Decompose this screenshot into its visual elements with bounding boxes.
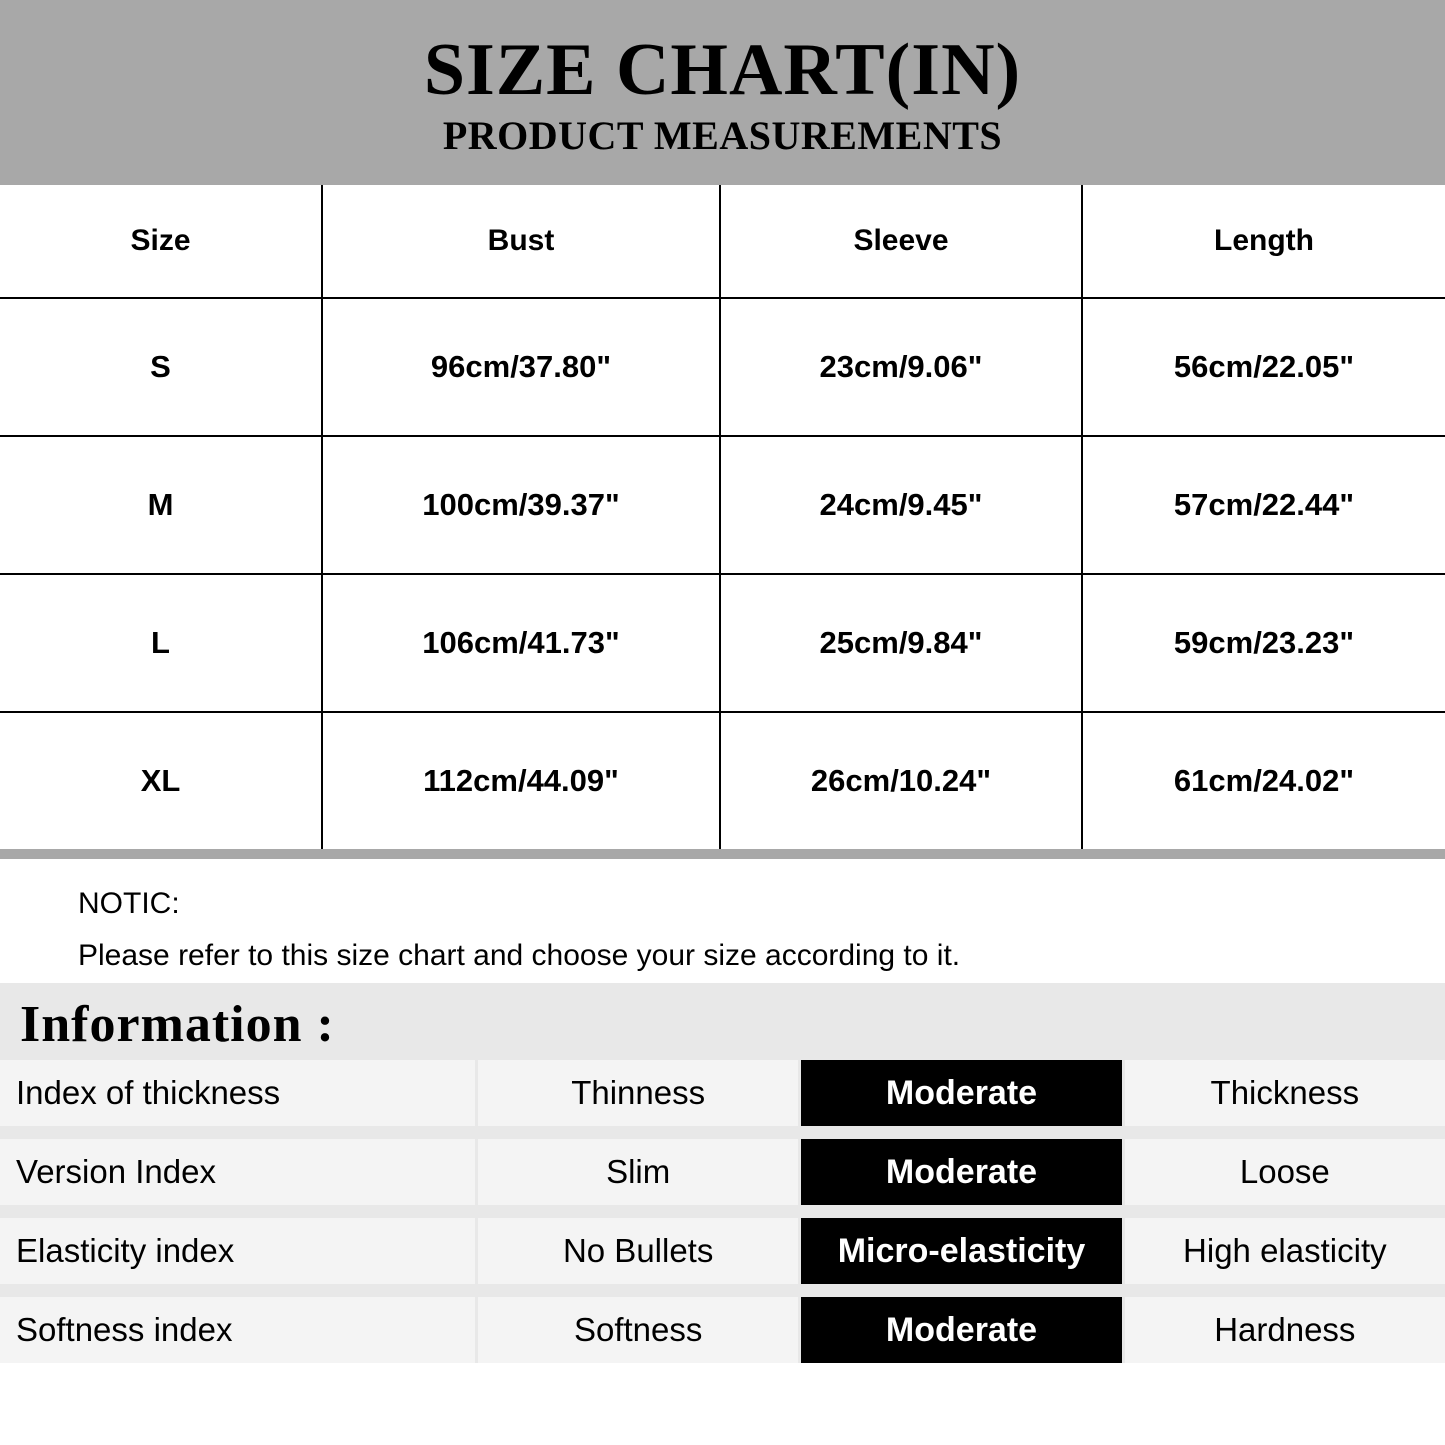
cell-bust: 106cm/41.73" <box>322 574 720 712</box>
cell-length: 57cm/22.44" <box>1082 436 1445 574</box>
cell-sleeve: 24cm/9.45" <box>720 436 1082 574</box>
table-row <box>0 574 1445 712</box>
info-option-hardness[interactable]: Hardness <box>1125 1297 1445 1363</box>
info-option-high-elasticity[interactable]: High elasticity <box>1125 1218 1445 1284</box>
cell-size: M <box>0 436 322 574</box>
header-banner <box>0 0 1445 185</box>
cell-size: L <box>0 574 322 712</box>
page-subtitle: PRODUCT MEASUREMENTS <box>442 112 1003 158</box>
cell-bust: 112cm/44.09" <box>322 712 720 849</box>
info-option-moderate-softness[interactable]: Moderate <box>801 1297 1124 1363</box>
cell-size: XL <box>0 712 322 849</box>
cell-sleeve: 25cm/9.84" <box>720 574 1082 712</box>
info-row-version <box>0 1139 1445 1205</box>
info-row-softness <box>0 1297 1445 1363</box>
info-label-thickness: Index of thickness <box>0 1060 478 1126</box>
section-divider <box>0 849 1445 859</box>
info-row-thickness <box>0 1060 1445 1126</box>
table-row <box>0 712 1445 849</box>
info-option-micro-elasticity[interactable]: Micro-elasticity <box>801 1218 1124 1284</box>
info-option-softness[interactable]: Softness <box>478 1297 801 1363</box>
notice-text: Please refer to this size chart and choose your size according to it. <box>78 939 961 972</box>
cell-length: 61cm/24.02" <box>1082 712 1445 849</box>
info-option-moderate-thickness[interactable]: Moderate <box>801 1060 1124 1126</box>
table-row <box>0 436 1445 574</box>
info-option-no-bullets[interactable]: No Bullets <box>478 1218 801 1284</box>
column-header-sleeve: Sleeve <box>720 185 1082 298</box>
info-label-elasticity: Elasticity index <box>0 1218 478 1284</box>
information-section <box>0 983 1445 1363</box>
column-header-bust: Bust <box>322 185 720 298</box>
cell-length: 56cm/22.05" <box>1082 298 1445 436</box>
info-option-thickness[interactable]: Thickness <box>1125 1060 1445 1126</box>
information-heading: Information : <box>20 996 335 1053</box>
info-label-version: Version Index <box>0 1139 478 1205</box>
size-measurements-table <box>0 185 1445 849</box>
cell-bust: 96cm/37.80" <box>322 298 720 436</box>
cell-sleeve: 23cm/9.06" <box>720 298 1082 436</box>
info-option-thinness[interactable]: Thinness <box>478 1060 801 1126</box>
info-label-softness: Softness index <box>0 1297 478 1363</box>
notice-title: NOTIC: <box>78 887 180 920</box>
notice-section <box>0 859 1445 983</box>
info-option-loose[interactable]: Loose <box>1125 1139 1445 1205</box>
column-header-length: Length <box>1082 185 1445 298</box>
table-header-row <box>0 185 1445 298</box>
info-row-elasticity <box>0 1218 1445 1284</box>
table-row <box>0 298 1445 436</box>
cell-size: S <box>0 298 322 436</box>
cell-length: 59cm/23.23" <box>1082 574 1445 712</box>
column-header-size: Size <box>0 185 322 298</box>
info-option-moderate-version[interactable]: Moderate <box>801 1139 1124 1205</box>
cell-sleeve: 26cm/10.24" <box>720 712 1082 849</box>
info-option-slim[interactable]: Slim <box>478 1139 801 1205</box>
cell-bust: 100cm/39.37" <box>322 436 720 574</box>
page-title: SIZE CHART(IN) <box>423 29 1022 112</box>
